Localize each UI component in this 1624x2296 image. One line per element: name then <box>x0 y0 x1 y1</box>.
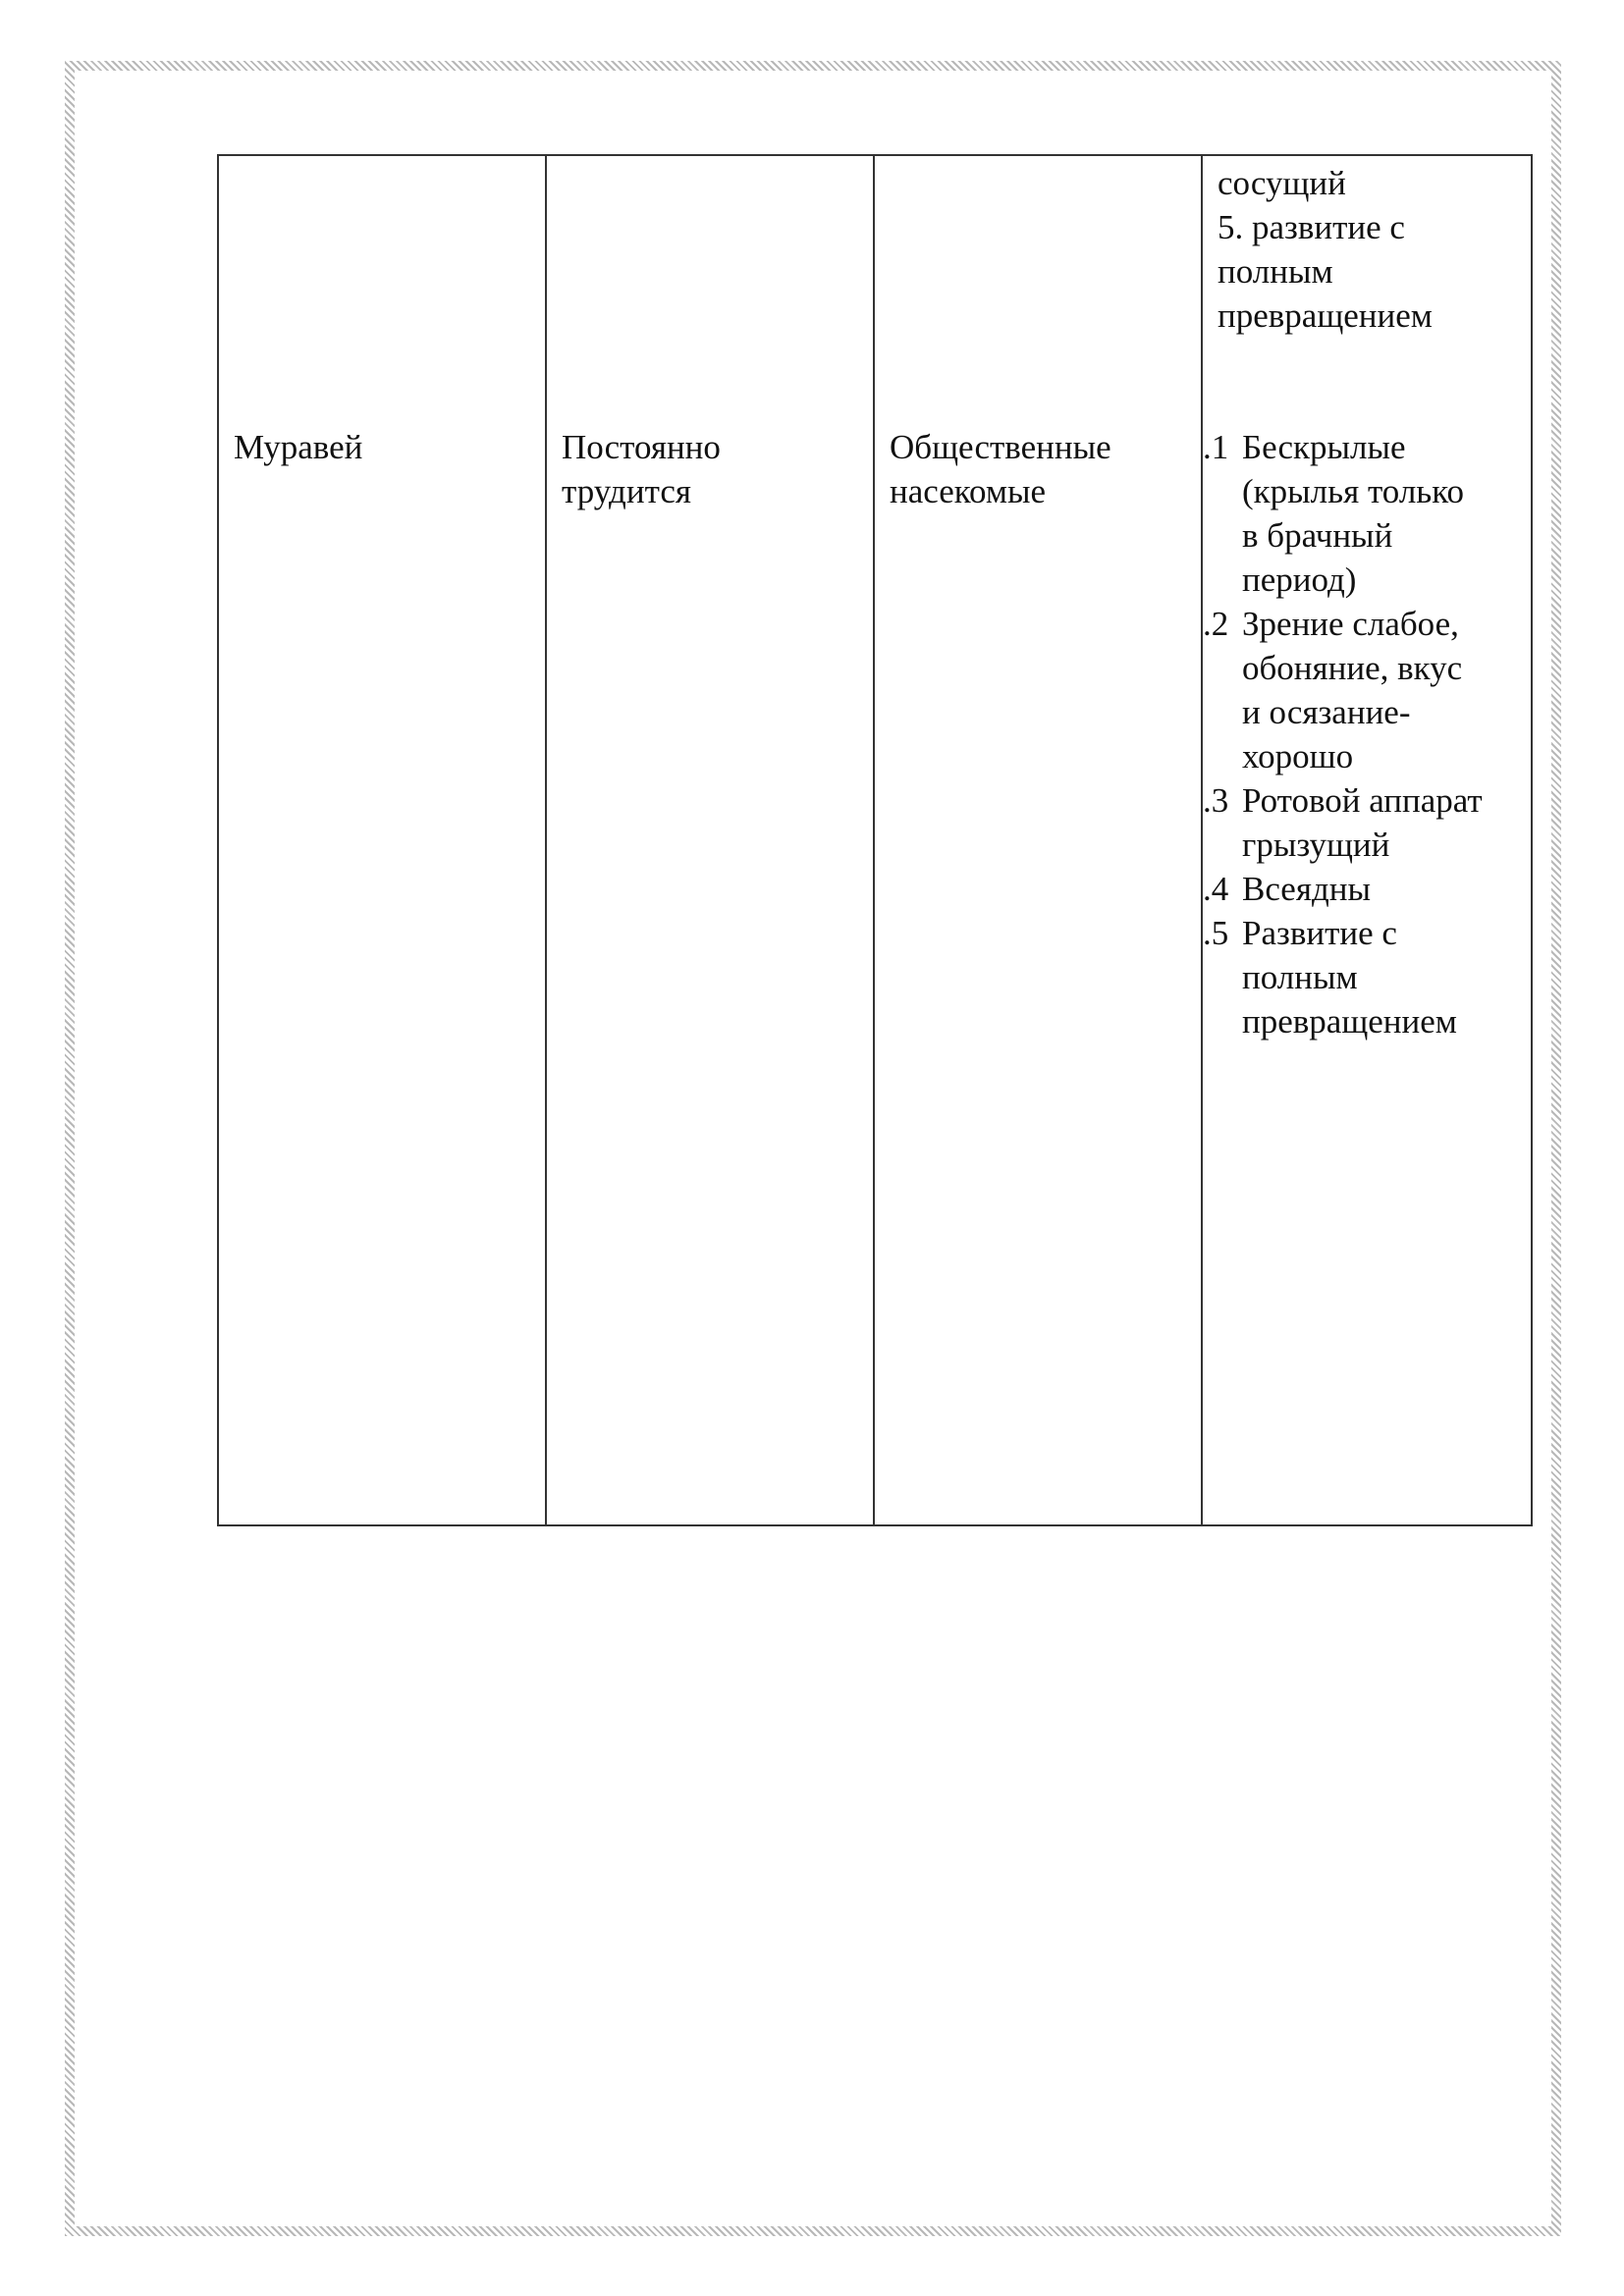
list-item <box>1203 911 1521 1043</box>
feature-line: и осязание- <box>1242 693 1411 731</box>
cell-features <box>1202 155 1532 1525</box>
animal-name: Муравей <box>234 428 363 466</box>
feature-line: хорошо <box>1242 737 1354 775</box>
list-number: 2. <box>1203 605 1229 643</box>
feature-line: Бескрылые <box>1242 428 1406 466</box>
list-item <box>1203 425 1521 602</box>
continued-text <box>1218 161 1521 338</box>
cell-animal <box>218 155 546 1525</box>
continued-line: сосущий <box>1218 164 1346 202</box>
group-line: насекомые <box>890 472 1047 510</box>
table-row <box>218 155 1532 1525</box>
feature-line: период) <box>1242 561 1357 599</box>
trait-line: трудится <box>562 472 691 510</box>
cell-trait <box>546 155 874 1525</box>
group-line: Общественные <box>890 428 1111 466</box>
feature-line: Зрение слабое, <box>1242 605 1459 643</box>
feature-line: грызущий <box>1242 826 1390 864</box>
feature-line: Развитие с <box>1242 914 1397 952</box>
cell-group <box>874 155 1202 1525</box>
feature-line: в брачный <box>1242 516 1393 555</box>
list-item <box>1203 602 1521 778</box>
feature-line: Всеядны <box>1242 870 1371 908</box>
feature-line: превращением <box>1242 1002 1457 1041</box>
continued-line: полным <box>1218 252 1333 291</box>
continued-line: превращением <box>1218 296 1433 335</box>
list-item <box>1203 867 1521 911</box>
insect-table <box>217 154 1533 1526</box>
list-number: 5. <box>1203 914 1229 952</box>
feature-line: (крылья только <box>1242 472 1464 510</box>
list-number: 3. <box>1203 781 1229 820</box>
features-list <box>1203 425 1521 1043</box>
list-number: 1. <box>1203 428 1229 466</box>
feature-line: Ротовой аппарат <box>1242 781 1483 820</box>
list-item <box>1203 778 1521 867</box>
trait-line: Постоянно <box>562 428 721 466</box>
list-number: 4. <box>1203 870 1229 908</box>
continued-line: 5. развитие с <box>1218 208 1405 246</box>
feature-line: обоняние, вкус <box>1242 649 1463 687</box>
feature-line: полным <box>1242 958 1358 996</box>
